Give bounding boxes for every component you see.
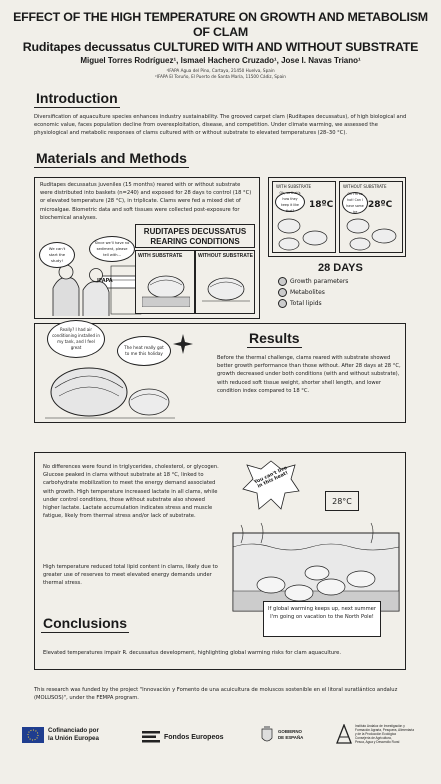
methods-panel [34, 177, 260, 319]
affiliation-1: ¹IFAPA Agua del Pino, Cartaya, 21450 Huelva, Spain [166, 68, 275, 73]
tank-bubble-low: Oh, so that's how they keep it like that? [275, 192, 305, 212]
rearing-title: RUDITAPES DECUSSATUS REARING CONDITIONS [135, 224, 255, 248]
tank-bubble-high: Oh I'm so hot! Can I have some ice [342, 192, 368, 214]
conclusions-heading: Conclusions [43, 615, 128, 631]
metabolism-text-2: High temperature reduced total lipid content in clams, likely due to greater use of reserves to meet elevated energy demands under thermal stress. [43, 564, 218, 587]
ifapa-line3: y de la Producción Ecológica [355, 732, 396, 736]
coat-of-arms-icon [260, 726, 274, 744]
tank-18 [272, 181, 336, 253]
ifapa-icon [336, 724, 352, 744]
days-label: 28 DAYS [318, 262, 363, 274]
ifapa-logo [336, 724, 414, 744]
clams-illustration [45, 364, 175, 420]
clams-high-icon [342, 214, 402, 252]
temp-low: 18ºC [309, 200, 334, 210]
ifapa-line4: Consejería de Agricultura, [355, 736, 392, 740]
eu-logo [22, 727, 99, 743]
clams-low-icon [275, 214, 335, 252]
eu-line2: la Unión Europea [48, 735, 99, 742]
ifapa-line5: Pesca, Agua y Desarrollo Rural [355, 740, 400, 744]
with-substrate-card [135, 250, 195, 314]
protest-sign-text: You can't live in this heat! [253, 465, 290, 490]
methods-heading: Materials and Methods [36, 150, 187, 166]
protest-sign-icon [241, 459, 301, 515]
vacation-bubble: If global warming keeps up, next summer I'm going on vacation to the North Pole! [263, 601, 381, 637]
lipids-icon [278, 299, 287, 308]
results-text: Before the thermal challenge, clams reared with substrate showed better growth performance than those without. After 28 days at 28 °C, growth decreased under both conditions (with and without substrate), with reduced soft tissue weight, shorter shell length, and lower condition index compared to 18 °C. [217, 355, 401, 394]
eu-line1: Cofinanciado por [48, 727, 99, 734]
tank-with-label: WITH SUBSTRATE [276, 184, 311, 189]
eu-flag-icon [22, 727, 44, 743]
aquarium-illustration [231, 513, 401, 613]
tank-28 [339, 181, 403, 253]
without-substrate-label: WITHOUT SUBSTRATE [198, 253, 253, 259]
ifapa-line1: Instituto Andaluz de Investigación y [355, 724, 405, 728]
legend-lipids: Total lipids [278, 299, 348, 308]
ifapa-line2: Formación Agraria, Pesquera, Alimentaria [355, 728, 414, 732]
outcome-legend [278, 277, 348, 310]
title-line2: Ruditapes decussatus CULTURED WITH AND WITHOUT SUBSTRATE [22, 40, 419, 54]
conclusions-text: Elevated temperatures impair R. decussatus development, highlighting global warming risks for clam aquaculture. [43, 650, 342, 656]
temp-high: 28ºC [368, 200, 393, 210]
results-panel [34, 323, 406, 423]
gobierno-logo [260, 726, 303, 744]
sparkle-icon [173, 334, 193, 354]
tanks-panel [268, 177, 406, 257]
introduction-heading: Introduction [36, 90, 118, 106]
title-line1: EFFECT OF THE HIGH TEMPERATURE ON GROWTH AND METABOLISM OF CLAM [13, 10, 428, 39]
metabolism-panel [34, 452, 406, 670]
results-bubble-right: The heat really got to me this holiday [117, 336, 171, 366]
legend-metabolites: Metabolites [278, 288, 348, 297]
clam-icon [202, 271, 250, 307]
results-heading: Results [249, 330, 300, 346]
fondos-logo [142, 731, 224, 743]
authors: Miguel Torres Rodríguez¹, Ismael Hachero Cruzado¹, Jose I. Navas Triano¹ [80, 56, 361, 65]
legend-growth: Growth parameters [278, 277, 348, 286]
methods-text: Ruditapes decussatus juveniles (15 months) reared with or without substrate were distributed into baskets (n=240) and exposed for 28 days to control (18 °C) or elevated temperature (28 °C), in triplicate. Clams were fed a mixed diet of microalgae. Biometric data and soft tissues were collected post-exposure for biochemical analyses. [40, 182, 252, 221]
funding-text: This research was funded by the project "Innovación y Fomento de una acuicultura de moluscos sostenible en el litoral suratlántico andaluz (MOLUSOS)", under the FEMPA program. [34, 687, 398, 702]
poster-title [8, 10, 433, 55]
metabolism-text-1: No differences were found in triglycerides, cholesterol, or glycogen. Glucose peaked in clams without substrate at 18 °C, linked to carbohydrate mobilization to meet the energy demand associated with growth. High temperature increased lactate in all clams, while under control conditions, those without substrate also showed higher lactate. Lactate accumulation indicates stress and muscle fatigue, likely from thermal stress and/or lack of substrate. [43, 464, 219, 520]
clam-in-sand-icon [142, 271, 190, 307]
fondos-label: Fondos Europeos [164, 733, 224, 741]
without-substrate-card [195, 250, 255, 314]
tank-without-label: WITHOUT SUBSTRATE [343, 184, 387, 189]
results-bubble-left: Really? I had air conditioning installed in my tank, and I feel great [47, 320, 105, 358]
gob-line1: GOBIERNO [278, 729, 302, 735]
with-substrate-label: WITH SUBSTRATE [138, 253, 183, 259]
fondos-icon [142, 731, 160, 743]
affiliation-2: ²IFAPA El Toruño, El Puerto de Santa María, 11500 Cádiz, Spain [155, 74, 286, 79]
introduction-text: Diversification of aquaculture species enhances industry sustainability. The grooved carpet clam (Ruditapes decussatus), of high biological and economic value, faces population decline from overexploitation, disease, and competition. Under climate warming, we assessed the physiological and metabolic responses of clams cultured with or without substrate to elevated temperatures (28–30 °C). [34, 114, 407, 137]
growth-icon [278, 277, 287, 286]
lab-bubble-left: We can't start the study! [39, 242, 75, 268]
lab-sign: IFAPA [97, 278, 113, 284]
metabolites-icon [278, 288, 287, 297]
gob-line2: DE ESPAÑA [278, 735, 304, 740]
lab-bubble-right: Since we'll have no sediment, please tell with... [89, 236, 135, 262]
thermometer-display: 28°C [325, 491, 359, 511]
